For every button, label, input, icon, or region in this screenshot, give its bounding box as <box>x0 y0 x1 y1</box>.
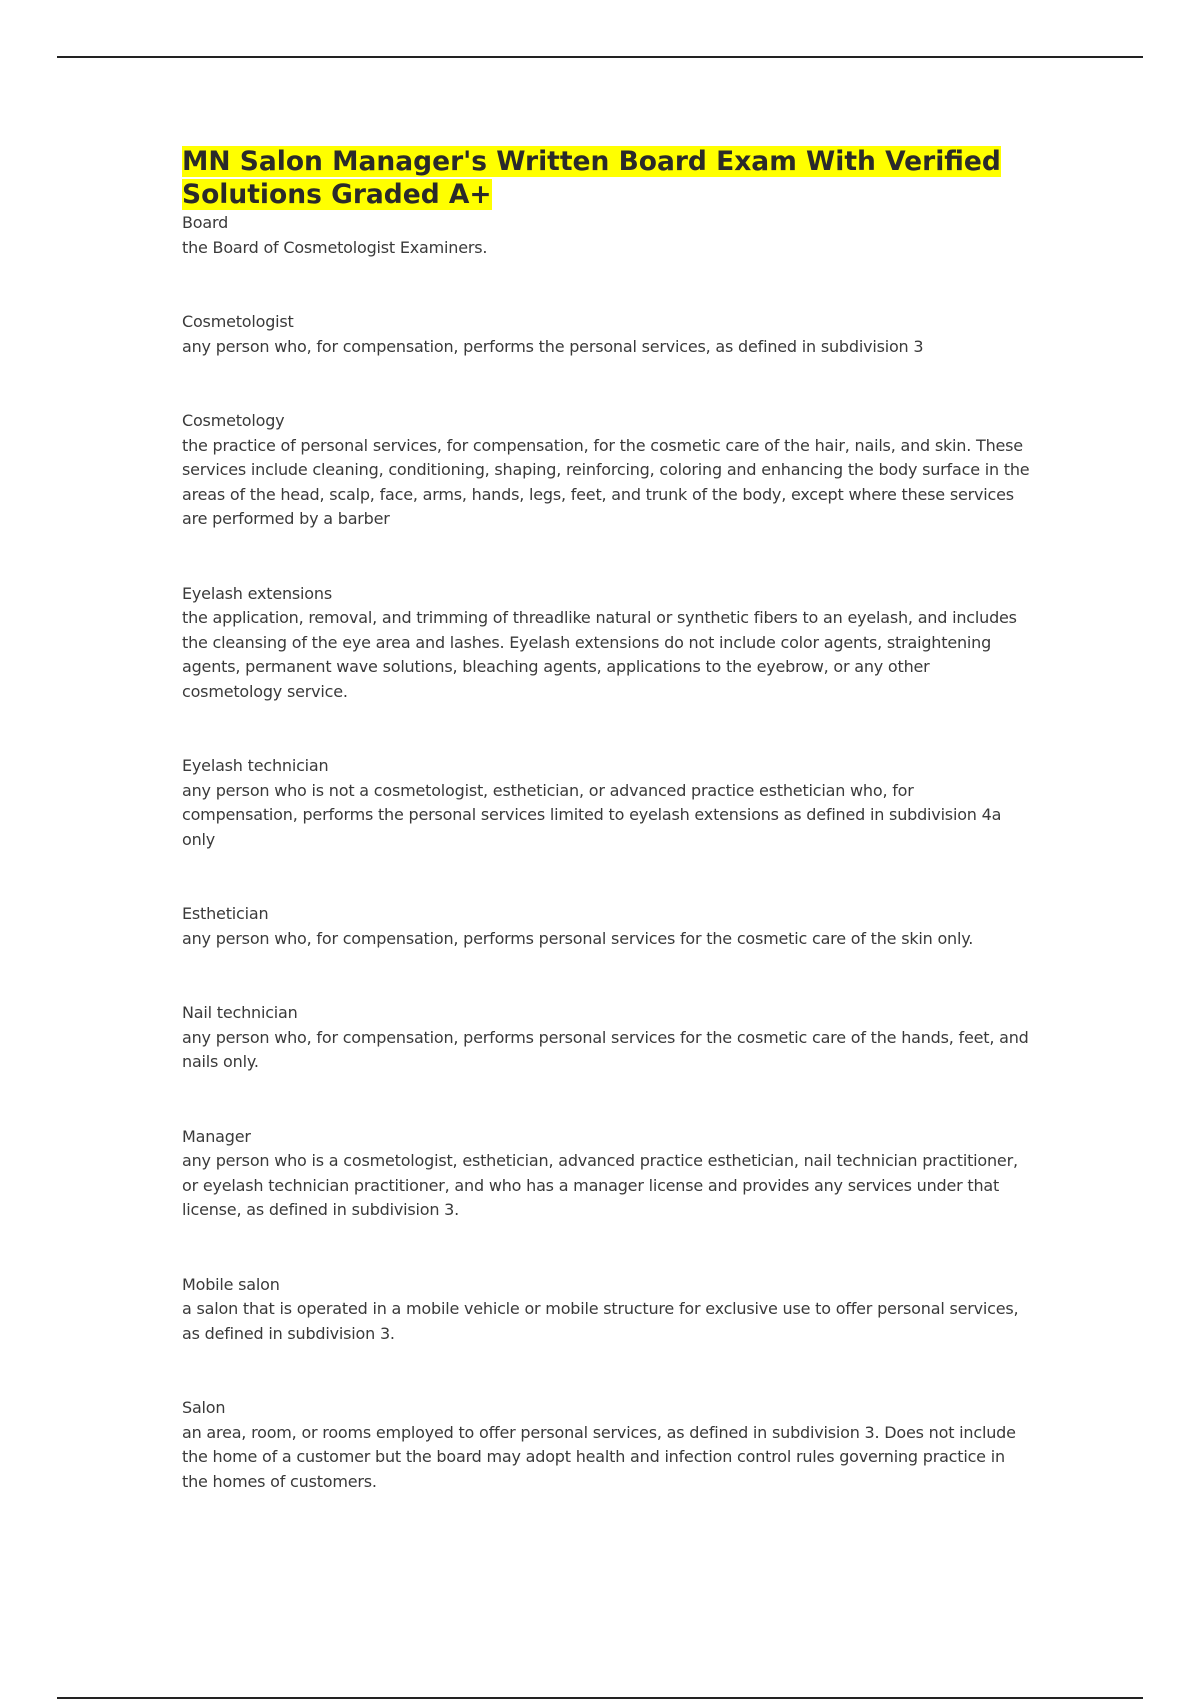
term-label: Cosmetology <box>182 411 285 430</box>
document-title <box>182 145 1032 211</box>
definition-text: the application, removal, and trimming of threadlike natural or synthetic fibers to an eyelash, and includes the cleansing of the eye area and lashes. Eyelash extensions do not include color agents, straightening agents, permanent wave solutions, bleaching agents, applications to the eyebrow, or any other cosmetology service. <box>182 608 1017 701</box>
definition-text: any person who is not a cosmetologist, esthetician, or advanced practice esthetician who, for compensation, performs the personal services limited to eyelash extensions as defined in subdivision 4a only <box>182 780 1002 849</box>
definition-text: any person who, for compensation, performs personal services for the cosmetic care of the skin only. <box>182 928 974 948</box>
top-page-rule <box>57 56 1143 58</box>
definition-text: any person who, for compensation, performs the personal services, as defined in subdivision 3 <box>182 336 924 356</box>
definition-text: any person who is a cosmetologist, esthetician, advanced practice esthetician, nail technician practitioner, or eyelash technician practitioner, and who has a manager license and provides any services under that license, as defined in subdivision 3. <box>182 1151 1018 1219</box>
definition-text: the Board of Cosmetologist Examiners. <box>182 237 488 257</box>
document-body <box>182 145 1032 1544</box>
term-label: Manager <box>182 1126 251 1146</box>
definition-entry-salon <box>182 1396 1032 1494</box>
definition-text: an area, room, or rooms employed to offer personal services, as defined in subdivision 3. Does not include the home of a customer but the board may adopt health and infection control rules governing practice in the homes of customers. <box>182 1422 1016 1491</box>
definition-entry-mobile-salon <box>182 1273 1032 1347</box>
term-label: Nail technician <box>182 1003 298 1022</box>
definition-text: a salon that is operated in a mobile vehicle or mobile structure for exclusive use to offer personal services, as defined in subdivision 3. <box>182 1299 1019 1343</box>
definition-list <box>182 211 1032 1494</box>
term-label: Eyelash technician <box>182 756 329 775</box>
term-label: Salon <box>182 1398 226 1417</box>
definition-entry-cosmetologist <box>182 310 1032 359</box>
title-highlight: MN Salon Manager's Written Board Exam With Verified Solutions Graded A+ <box>182 146 1001 210</box>
definition-entry-esthetician <box>182 902 1032 951</box>
term-label: Board <box>182 213 229 232</box>
definition-text: the practice of personal services, for compensation, for the cosmetic care of the hair, nails, and skin. These services include cleaning, conditioning, shaping, reinforcing, coloring and enhancing the body surface in the areas of the head, scalp, face, arms, hands, legs, feet, and trunk of the body, except where these services are performed by a barber <box>182 435 1030 528</box>
term-label: Cosmetologist <box>182 312 294 331</box>
definition-entry-cosmetology <box>182 409 1032 532</box>
definition-entry-eyelash-extensions <box>182 582 1032 705</box>
definition-entry-board <box>182 211 1032 260</box>
definition-entry-eyelash-technician <box>182 754 1032 852</box>
term-label: Eyelash extensions <box>182 583 332 603</box>
term-label: Mobile salon <box>182 1274 280 1294</box>
definition-entry-nail-technician <box>182 1001 1032 1075</box>
definition-entry-manager <box>182 1125 1032 1223</box>
bottom-page-rule <box>57 1697 1143 1699</box>
definition-text: any person who, for compensation, performs personal services for the cosmetic care of the hands, feet, and nails only. <box>182 1027 1029 1071</box>
term-label: Esthetician <box>182 904 269 923</box>
